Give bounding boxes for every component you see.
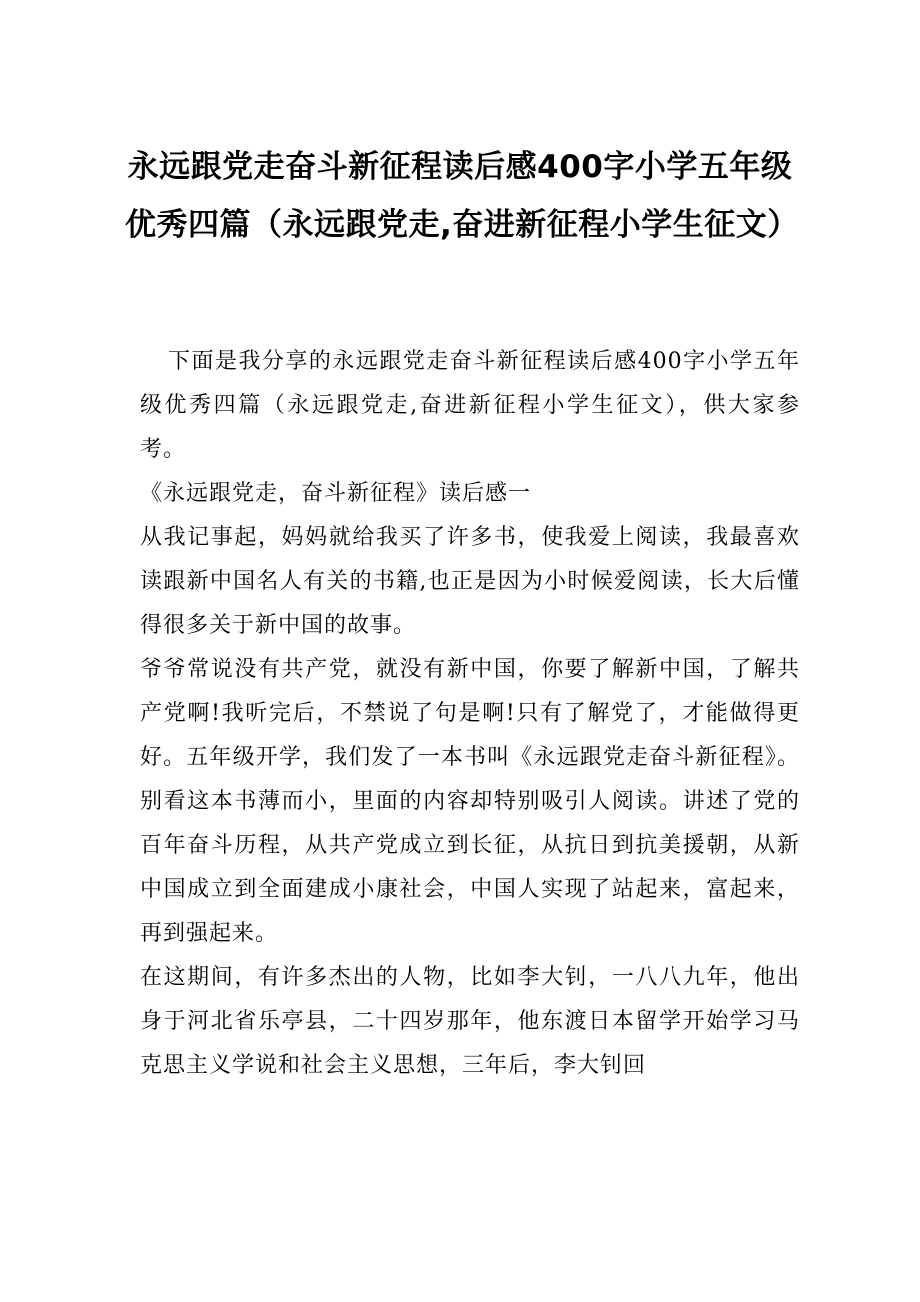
section-heading: 《永远跟党走，奋斗新征程》读后感一	[140, 481, 532, 506]
body-paragraph: 从我记事起，妈妈就给我买了许多书，使我爱上阅读，我最喜欢读跟新中国名人有关的书籍,也正是因为小时候爱阅读，长大后懂得很多关于新中国的故事。	[140, 525, 800, 638]
document-title: 永远跟党走奋斗新征程读后感400字小学五年级优秀四篇（永远跟党走,奋进新征程小学生征文）	[125, 149, 799, 243]
document-body	[140, 340, 800, 1088]
body-paragraph: 爷爷常说没有共产党，就没有新中国，你要了解新中国，了解共产党啊!我听完后，不禁说了句是啊!只有了解党了，才能做得更好。五年级开学，我们发了一本书叫《永远跟党走奋斗新征程》。别看这本书薄而小，里面的内容却特别吸引人阅读。讲述了党的百年奋斗历程，从共产党成立到长征，从抗日到抗美援朝，从新中国成立到全面建成小康社会，中国人实现了站起来，富起来，再到强起来。	[140, 657, 800, 946]
body-paragraph: 在这期间，有许多杰出的人物，比如李大钊，一八八九年，他出身于河北省乐亭县，二十四岁那年，他东渡日本留学开始学习马克思主义学说和社会主义思想，三年后，李大钊回	[140, 965, 800, 1078]
intro-paragraph: 下面是我分享的永远跟党走奋斗新征程读后感400字小学五年级优秀四篇（永远跟党走,奋进新征程小学生征文），供大家参考。	[140, 349, 800, 462]
